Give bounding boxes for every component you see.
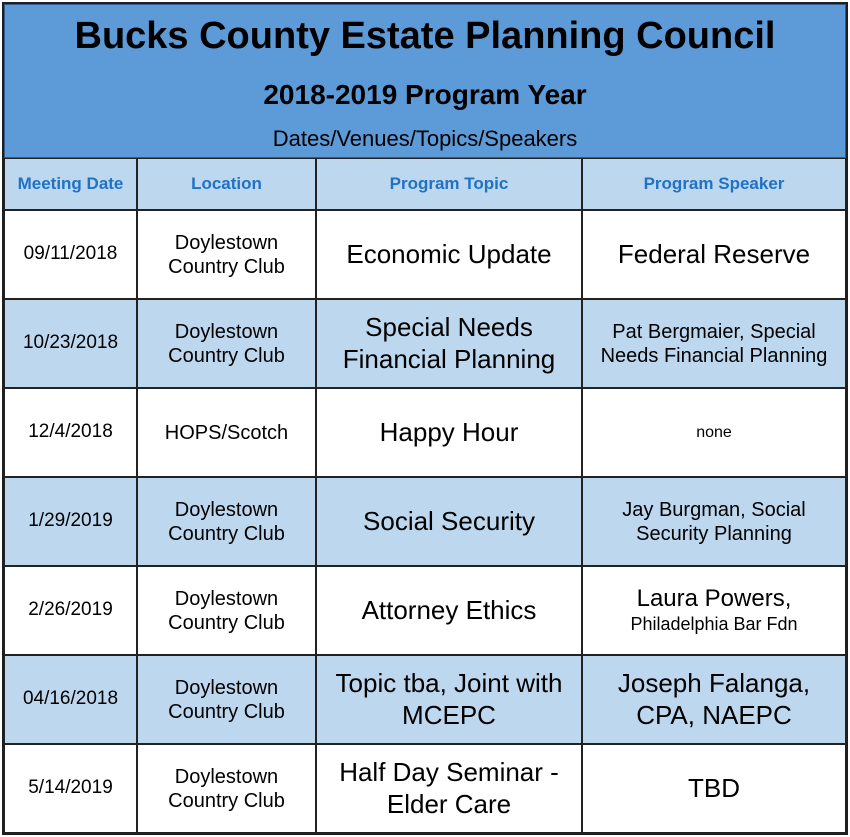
- location: Doylestown Country Club: [137, 210, 316, 299]
- table-row: [4, 299, 846, 388]
- page-title: Bucks County Estate Planning Council: [74, 15, 776, 57]
- program-speaker: Pat Bergmaier, Special Needs Financial Planning: [582, 299, 846, 388]
- table-row: [4, 477, 846, 566]
- location: Doylestown Country Club: [137, 655, 316, 744]
- column-header-location: Location: [137, 158, 316, 210]
- program-speaker: none: [582, 388, 846, 477]
- table-row: [4, 388, 846, 477]
- program-topic: Social Security: [316, 477, 582, 566]
- speaker-name: Laura Powers,: [636, 585, 792, 613]
- column-header-topic: Program Topic: [316, 158, 582, 210]
- meeting-date: 12/4/2018: [4, 388, 137, 477]
- meeting-date: 5/14/2019: [4, 744, 137, 833]
- meeting-date: 2/26/2019: [4, 566, 137, 655]
- program-speaker: TBD: [582, 744, 846, 833]
- table-row: [4, 566, 846, 655]
- location: HOPS/Scotch: [137, 388, 316, 477]
- location: Doylestown Country Club: [137, 477, 316, 566]
- meeting-date: 09/11/2018: [4, 210, 137, 299]
- table-header-row: [4, 158, 846, 210]
- program-speaker: Joseph Falanga, CPA, NAEPC: [582, 655, 846, 744]
- program-speaker: Jay Burgman, Social Security Planning: [582, 477, 846, 566]
- table-row: [4, 744, 846, 833]
- program-speaker: [582, 566, 846, 655]
- meeting-date: 04/16/2018: [4, 655, 137, 744]
- meeting-date: 10/23/2018: [4, 299, 137, 388]
- column-header-speaker: Program Speaker: [582, 158, 846, 210]
- program-speaker: Federal Reserve: [582, 210, 846, 299]
- speaker-organization: Philadelphia Bar Fdn: [630, 614, 798, 635]
- column-header-date: Meeting Date: [4, 158, 137, 210]
- program-topic: Topic tba, Joint with MCEPC: [316, 655, 582, 744]
- location: Doylestown Country Club: [137, 566, 316, 655]
- table-row: [4, 655, 846, 744]
- page-tagline: Dates/Venues/Topics/Speakers: [272, 126, 578, 151]
- meeting-date: 1/29/2019: [4, 477, 137, 566]
- header-banner: [4, 4, 846, 158]
- program-topic: Happy Hour: [316, 388, 582, 477]
- location: Doylestown Country Club: [137, 299, 316, 388]
- program-topic: Attorney Ethics: [316, 566, 582, 655]
- program-topic: Economic Update: [316, 210, 582, 299]
- program-topic: Special Needs Financial Planning: [316, 299, 582, 388]
- page-subtitle: 2018-2019 Program Year: [263, 79, 587, 110]
- table-row: [4, 210, 846, 299]
- location: Doylestown Country Club: [137, 744, 316, 833]
- program-topic: Half Day Seminar - Elder Care: [316, 744, 582, 833]
